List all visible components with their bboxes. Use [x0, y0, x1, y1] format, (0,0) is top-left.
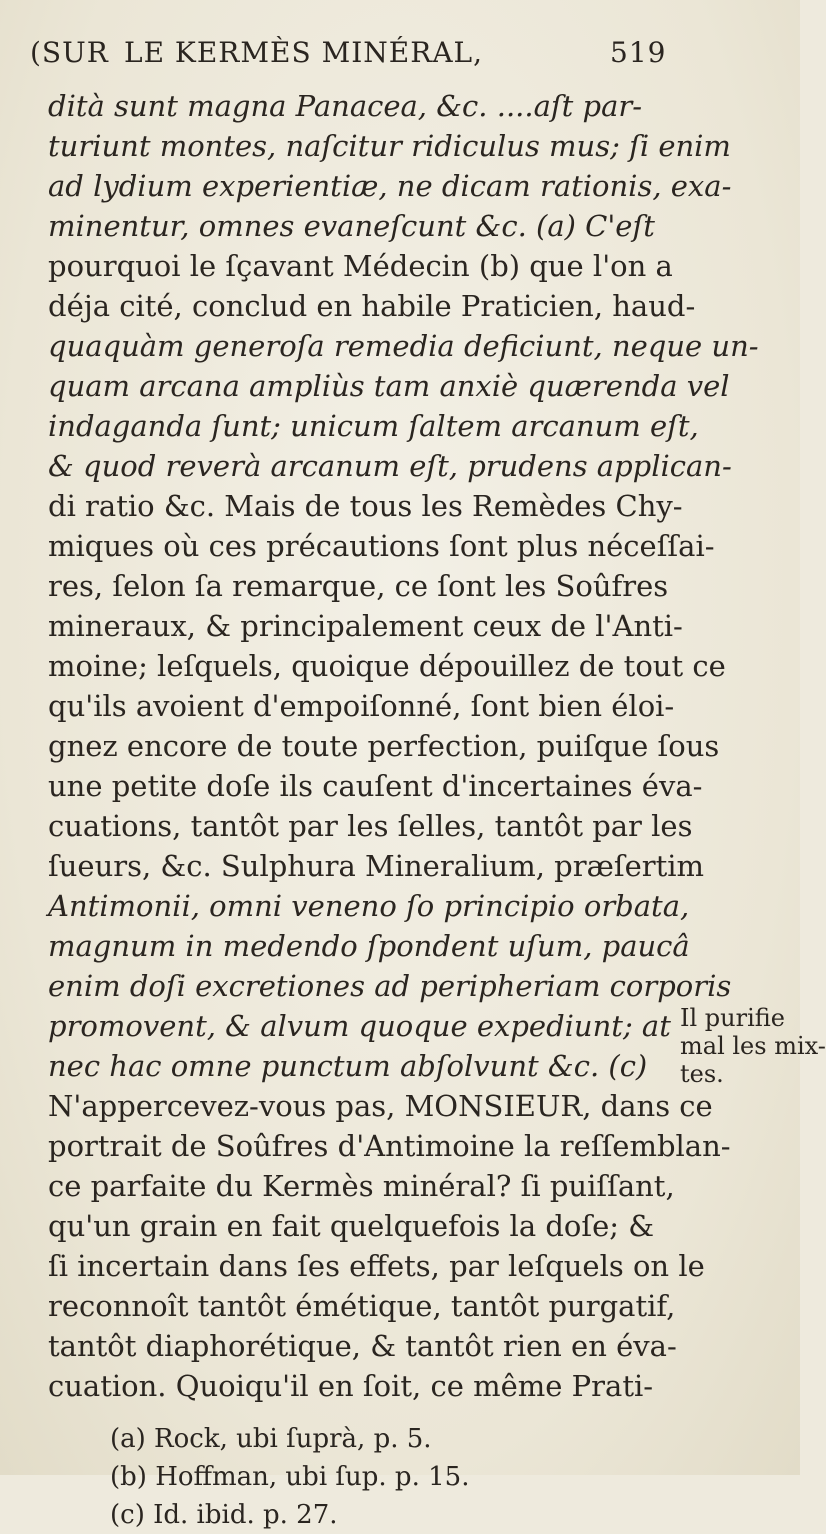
text-line: ſueurs, &c. Sulphura Mineralium, præſertim — [48, 849, 705, 883]
text-line: Antimonii, omni veneno ſo principio orbata, — [48, 889, 690, 923]
text-line: minentur, omnes evaneſcunt &c. (a) C'eſt — [48, 209, 655, 243]
text-line: quam arcana ampliùs tam anxiè quærenda vel — [48, 369, 730, 403]
text-line: enim doſi excretiones ad peripheriam corporis — [48, 969, 732, 1003]
text-line: miques où ces précautions ſont plus néceſſai- — [48, 529, 715, 563]
header-title: LE KERMÈS MINÉRAL, — [124, 36, 484, 69]
text-line: mineraux, & principalement ceux de l'Anti- — [48, 609, 683, 643]
text-line: dità sunt magna Panacea, &c. ....aſt par- — [48, 89, 643, 123]
page-number: 519 — [610, 36, 667, 69]
text-line: res, ſelon ſa remarque, ce ſont les Soûfres — [48, 569, 669, 603]
margin-note-line: mal les mix- — [680, 1032, 826, 1060]
text-line: moine; leſquels, quoique dépouillez de tout ce — [48, 649, 726, 683]
text-line: une petite doſe ils cauſent d'incertaines éva- — [48, 769, 703, 803]
text-line: ad lydium experientiæ, ne dicam rationis, exa- — [48, 169, 732, 203]
text-line: cuations, tantôt par les ſelles, tantôt par les — [48, 809, 693, 843]
text-line: gnez encore de toute perfection, puiſque ſous — [48, 729, 720, 763]
margin-note-line: Il purifie — [680, 1004, 785, 1032]
text-line: reconnoît tantôt émétique, tantôt purgatif, — [48, 1289, 676, 1323]
text-line: portrait de Soûfres d'Antimoine la reſſemblan- — [48, 1129, 731, 1163]
text-line: promovent, & alvum quoque expediunt; at — [48, 1009, 671, 1043]
footnotes — [110, 1420, 670, 1534]
text-line: cuation. Quoiqu'il en ſoit, ce même Prati- — [48, 1369, 654, 1403]
text-line: N'appercevez-vous pas, MONSIEUR, dans ce — [48, 1089, 713, 1123]
footnote: (c) Id. ibid. p. 27. — [110, 1500, 338, 1530]
margin-note-line: tes. — [680, 1060, 724, 1088]
footnote: (a) Rock, ubi ſuprà, p. 5. — [110, 1424, 432, 1454]
margin-note — [680, 1004, 826, 1088]
text-line: qu'ils avoient d'empoiſonné, ſont bien éloi- — [48, 689, 675, 723]
text-line: tantôt diaphorétique, & tantôt rien en éva- — [48, 1329, 677, 1363]
text-line: nec hac omne punctum abſolvunt &c. (c) — [48, 1049, 648, 1083]
text-line: ce parfaite du Kermès minéral? ſi puiſſant, — [48, 1169, 675, 1203]
text-line: turiunt montes, naſcitur ridiculus mus; ſi enim — [48, 129, 731, 163]
text-line: pourquoi le ſçavant Médecin (b) que l'on a — [48, 249, 673, 283]
text-line: déja cité, conclud en habile Praticien, haud- — [48, 289, 696, 323]
text-line: qu'un grain en fait quelquefois la doſe; & — [48, 1209, 655, 1243]
footnote: (b) Hoffman, ubi ſup. p. 15. — [110, 1462, 470, 1492]
text-line: ſi incertain dans ſes effets, par leſquels on le — [48, 1249, 705, 1283]
running-header — [0, 36, 680, 76]
text-line: magnum in medendo ſpondent uſum, paucâ — [48, 929, 690, 963]
header-prefix: (SUR — [30, 36, 109, 69]
text-line: & quod reverà arcanum eſt, prudens applican- — [48, 449, 732, 483]
text-line: indaganda ſunt; unicum ſaltem arcanum eſt, — [48, 409, 699, 443]
text-line: quaquàm generoſa remedia deficiunt, neque un- — [48, 329, 759, 363]
text-line: di ratio &c. Mais de tous les Remèdes Chy- — [48, 489, 683, 523]
